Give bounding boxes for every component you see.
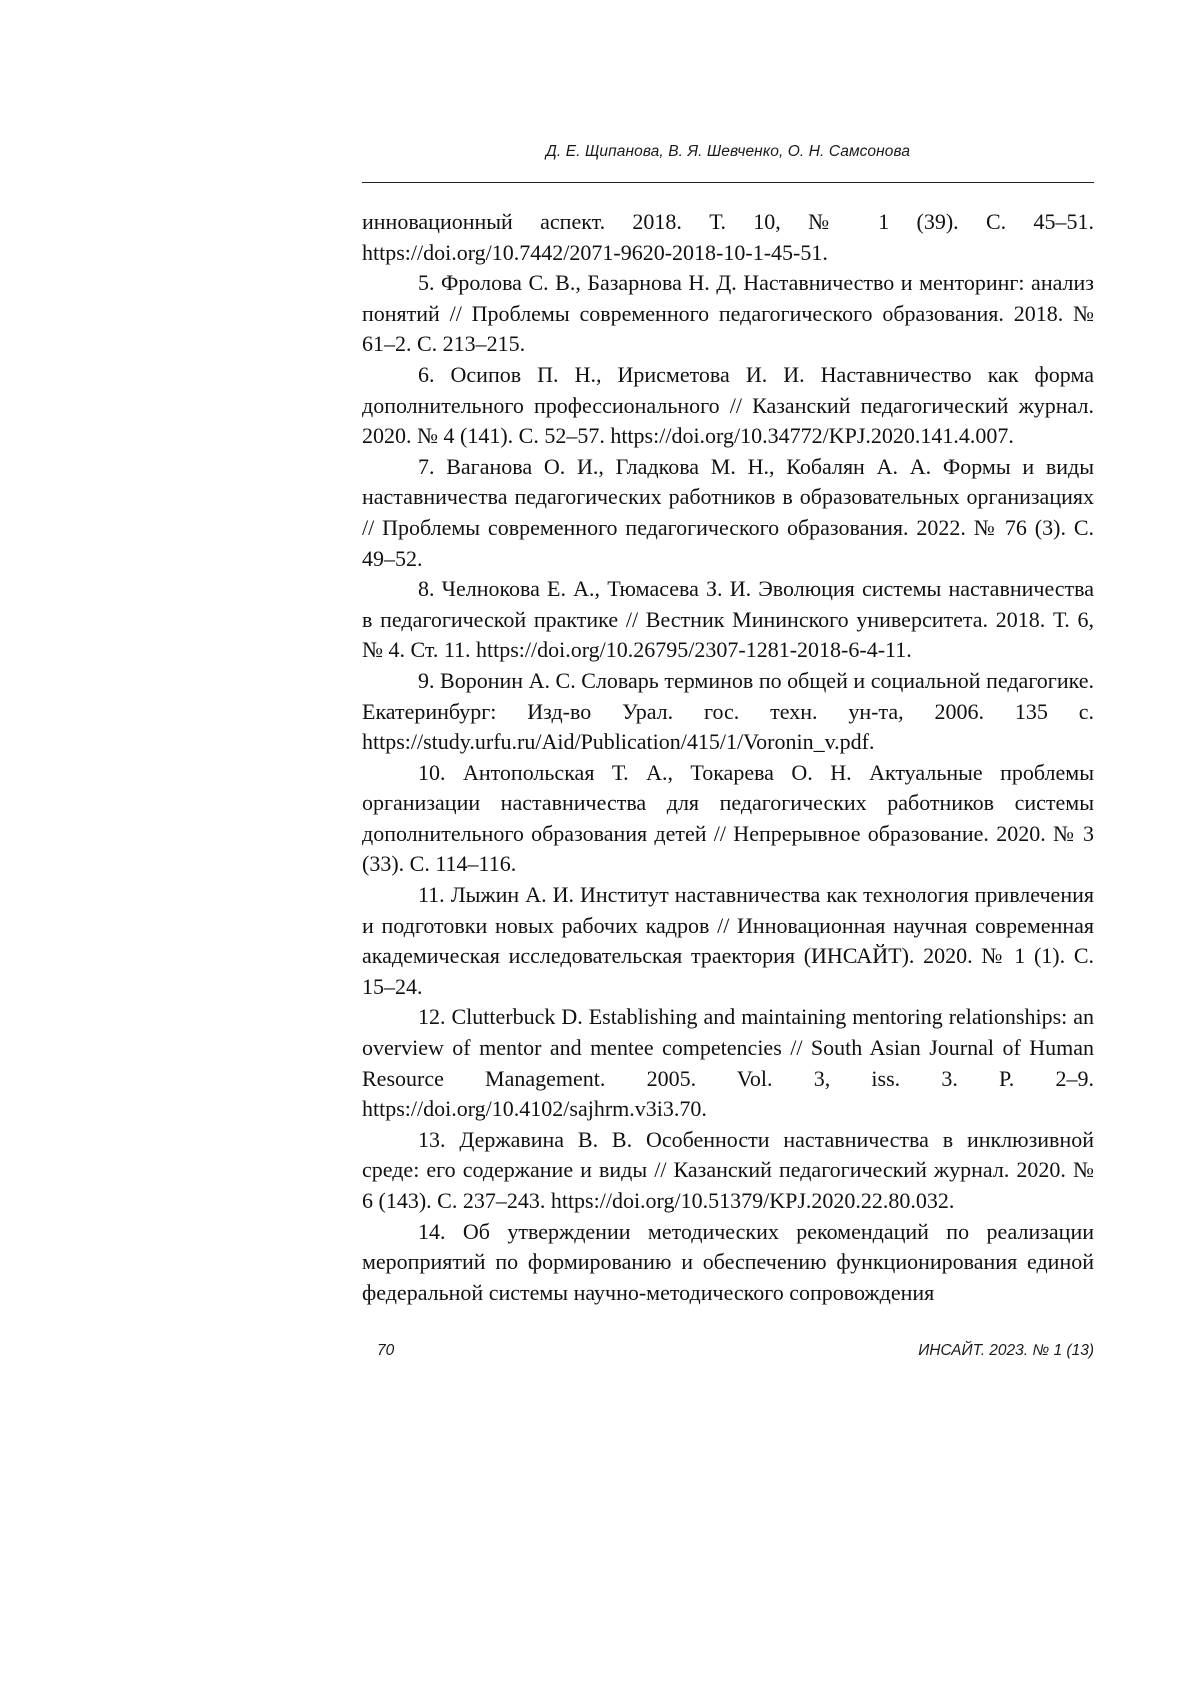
reference-item-6: 6. Осипов П. Н., Ирисметова И. И. Наставничество как форма дополнительного профессионального // Казанский педагогический журнал. 2020. № 4 (141). С. 52–57. https://doi.org/10.34772/KPJ.2020.141.4.007. xyxy=(362,360,1094,452)
document-page xyxy=(0,0,1200,1698)
page-number: 70 xyxy=(377,1342,394,1360)
reference-item-7: 7. Ваганова О. И., Гладкова М. Н., Кобалян А. А. Формы и виды наставничества педагогических работников в образовательных организациях // Проблемы современного педагогического образования. 2022. № 76 (3). С. 49–52. xyxy=(362,452,1094,574)
reference-item-13: 13. Державина В. В. Особенности наставничества в инклюзивной среде: его содержание и виды // Казанский педагогический журнал. 2020. № 6 (143). С. 237–243. https://doi.org/10.51379/KPJ.2020.22.80.032. xyxy=(362,1125,1094,1217)
header-rule xyxy=(362,182,1094,183)
reference-item-8: 8. Челнокова Е. А., Тюмасева З. И. Эволюция системы наставничества в педагогической практике // Вестник Мининского университета. 2018. Т. 6, № 4. Ст. 11. https://doi.org/10.26795/2307-1281-2018-6-4-11. xyxy=(362,574,1094,666)
reference-item-14: 14. Об утверждении методических рекомендаций по реализации мероприятий по формированию и обеспечению функционирования единой федеральной системы научно-методического сопровождения xyxy=(362,1217,1094,1309)
reference-continuation: инновационный аспект. 2018. Т. 10, № 1 (39). С. 45–51. https://doi.org/10.7442/2071-9620-2018-10-1-45-51. xyxy=(362,207,1094,268)
reference-item-12: 12. Clutterbuck D. Establishing and maintaining mentoring relationships: an overview of mentor and mentee competencies // South Asian Journal of Human Resource Management. 2005. Vol. 3, iss. 3. P. 2–9. https://doi.org/10.4102/sajhrm.v3i3.70. xyxy=(362,1002,1094,1124)
journal-footer: ИНСАЙТ. 2023. № 1 (13) xyxy=(918,1342,1094,1360)
reference-item-11: 11. Лыжин А. И. Институт наставничества как технология привлечения и подготовки новых рабочих кадров // Инновационная научная современная академическая исследовательская траектория (ИНСАЙТ). 2020. № 1 (1). С. 15–24. xyxy=(362,880,1094,1002)
reference-item-10: 10. Антопольская Т. А., Токарева О. Н. Актуальные проблемы организации наставничества для педагогических работников системы дополнительного образования детей // Непрерывное образование. 2020. № 3 (33). С. 114–116. xyxy=(362,758,1094,880)
running-head-authors: Д. Е. Щипанова, В. Я. Шевченко, О. Н. Самсонова xyxy=(362,143,1094,161)
reference-list xyxy=(362,207,1094,1308)
reference-item-9: 9. Воронин А. С. Словарь терминов по общей и социальной педагогике. Екатеринбург: Изд-во Урал. гос. техн. ун-та, 2006. 135 с. https://study.urfu.ru/Aid/Publication/415/1/Voronin_v.pdf. xyxy=(362,666,1094,758)
reference-item-5: 5. Фролова С. В., Базарнова Н. Д. Наставничество и менторинг: анализ понятий // Проблемы современного педагогического образования. 2018. № 61–2. С. 213–215. xyxy=(362,268,1094,360)
